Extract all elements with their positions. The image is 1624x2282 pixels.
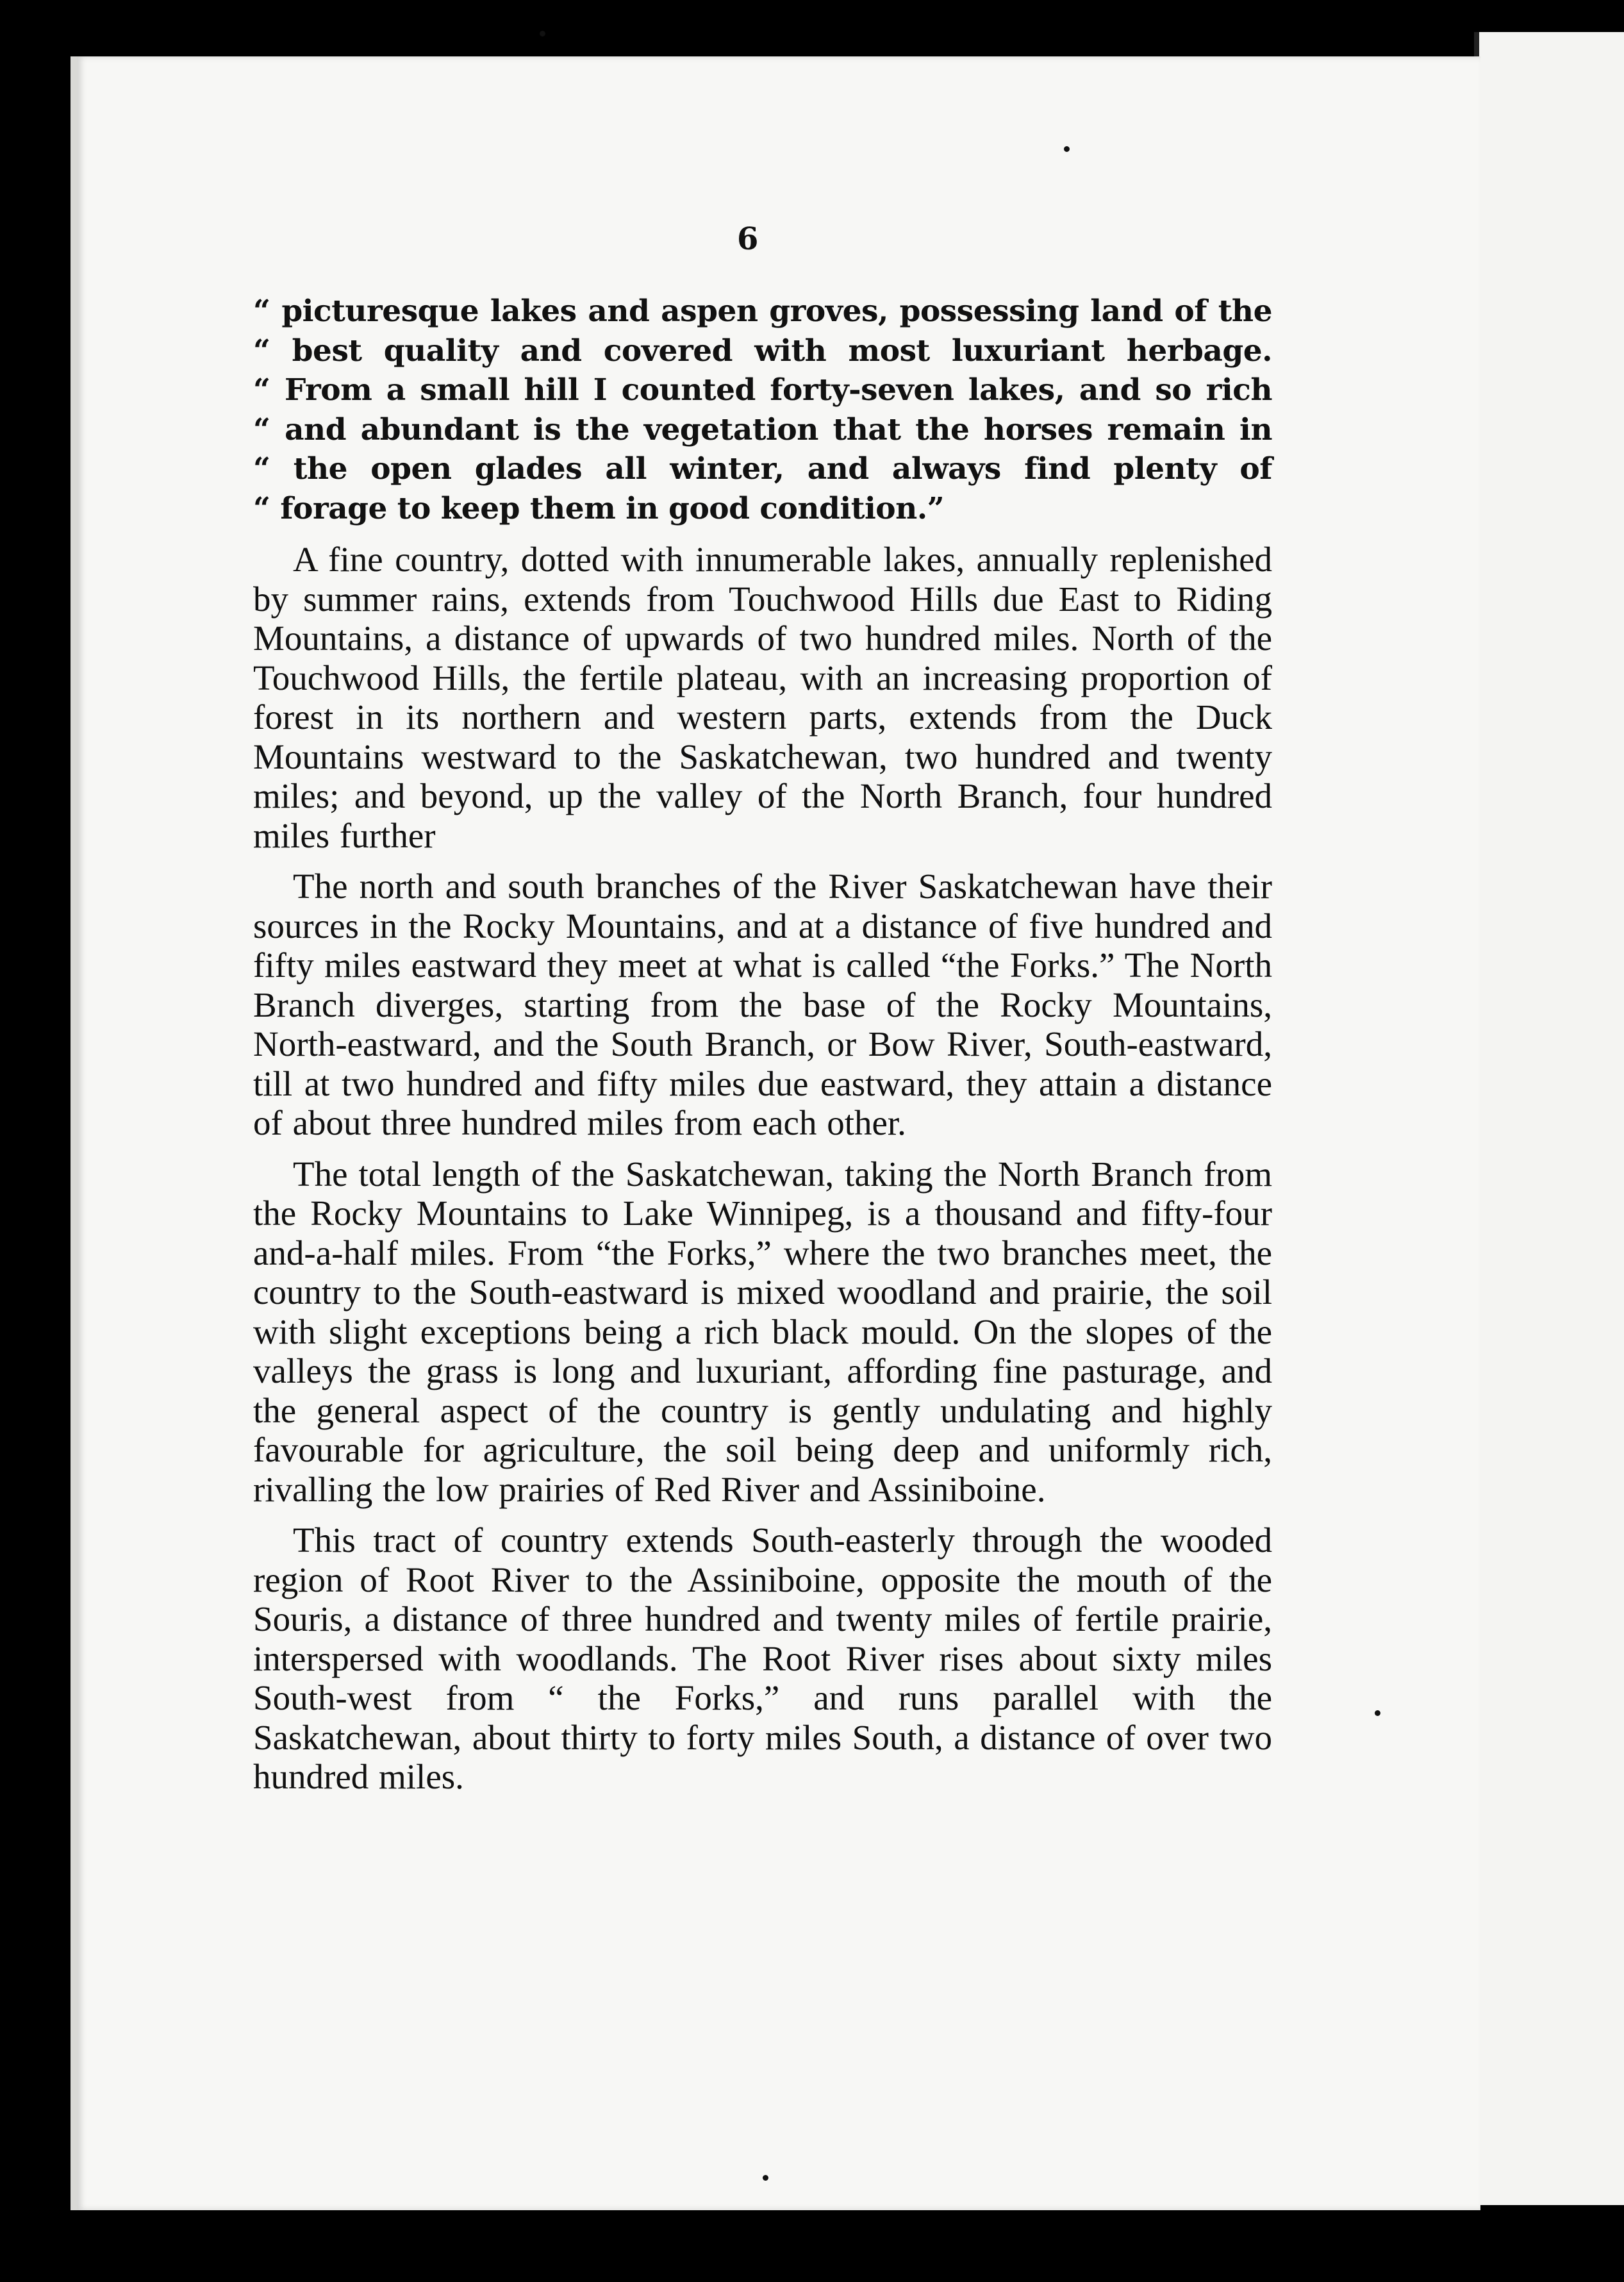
ink-speck — [540, 31, 545, 37]
quote-line: “ and abundant is the vegetation that the horses remain in — [253, 412, 1272, 447]
ink-speck — [1375, 1710, 1380, 1716]
quote-line: “ forage to keep them in good condition.” — [253, 490, 945, 526]
paragraph: A fine country, dotted with innumerable lakes, annually replenished by summer rains, extends from Touchwood Hills due East to Riding Mountains, a distance of upwards of two hundred miles. North of the Touchwood Hills, the fertile plateau, with an increasing proportion of forest in its northern and western parts, extends from the Duck Mountains westward to the Saskatchewan, two hundred and twenty miles; and beyond, up the valley of the North Branch, four hundred miles further — [253, 540, 1272, 855]
ink-speck — [1064, 146, 1070, 152]
quote-line: “ best quality and covered with most luxuriant herbage. — [253, 333, 1272, 369]
paragraph: The total length of the Saskatchewan, taking the North Branch from the Rocky Mountains to Lake Winnipeg, is a thousand and fifty-four and-a-half miles. From “the Forks,” where the two branches meet, the country to the South-eastward is mixed woodland and prairie, the soil with slight exceptions being a rich black mould. On the slopes of the valleys the grass is long and luxuriant, affording fine pasturage, and the general aspect of the country is gently undulating and highly favourable for agriculture, the soil being deep and uniformly rich, rivalling the low prairies of Red River and Assiniboine. — [253, 1154, 1272, 1509]
paragraph: This tract of country extends South-easterly through the wooded region of Root River to the Assiniboine, opposite the mouth of the Souris, a distance of three hundred and twenty miles of fertile prairie, interspersed with woodlands. The Root River rises about sixty miles South-west from “ the Forks,” and runs parallel with the Saskatchewan, about thirty to forty miles South, a distance of over two hundred miles. — [253, 1520, 1272, 1796]
quote-line: “ the open glades all winter, and always find plenty of — [253, 451, 1272, 487]
paragraph: The north and south branches of the River Saskatchewan have their sources in the Rocky Mountains, and at a distance of five hundred and fifty miles eastward they meet at what is called “the Forks.” The North Branch diverges, starting from the base of the Rocky Mountains, North-eastward, and the South Branch, or Bow River, South-eastward, till at two hundred and fifty miles due eastward, they attain a distance of about three hundred miles from each other. — [253, 867, 1272, 1142]
adjacent-page-edge — [1474, 32, 1624, 2205]
page-body-text — [253, 292, 1272, 1797]
ink-speck — [763, 2175, 768, 2181]
quote-line: “ picturesque lakes and aspen groves, possessing land of the — [253, 294, 1272, 329]
page-number: 6 — [737, 221, 759, 257]
quote-line: “ From a small hill I counted forty-seven lakes, and so rich — [253, 372, 1272, 408]
block-quote — [253, 292, 1272, 528]
